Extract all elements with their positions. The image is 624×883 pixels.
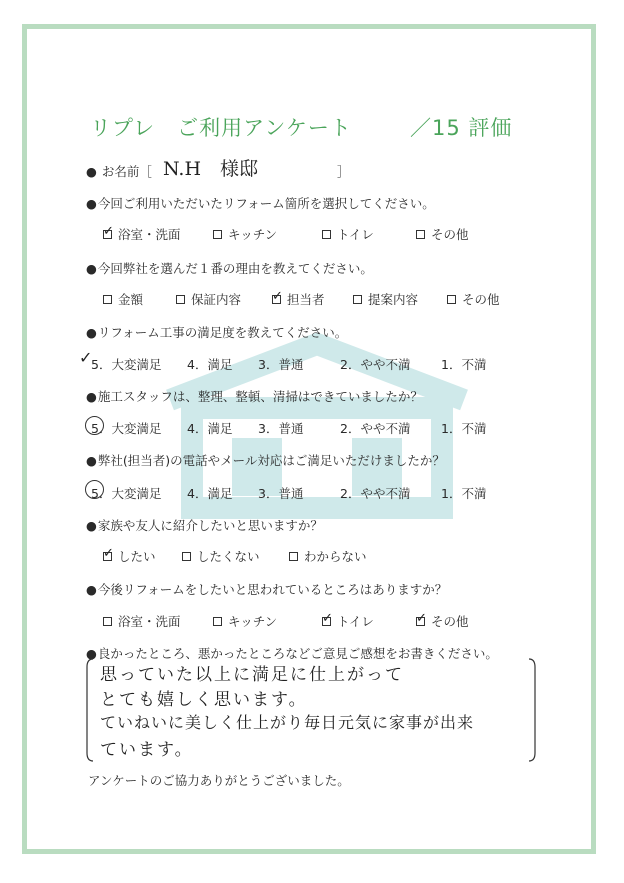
q7-text: 今後リフォームをしたいと思われているところはありますか？ xyxy=(97,582,448,597)
comment-line-2: とても嬉しく思います。 xyxy=(100,690,308,710)
q3-scale-4[interactable]: 4．満足 xyxy=(187,357,233,372)
comment-line-4: ています。 xyxy=(100,740,194,760)
q6-option-yes[interactable]: ✓したい xyxy=(103,547,156,565)
q1-option-toilet[interactable]: トイレ xyxy=(322,225,374,243)
checkbox-icon[interactable] xyxy=(213,617,222,626)
q2-option-proposal[interactable]: 提案内容 xyxy=(353,290,418,308)
q7-option-kitchen[interactable]: キッチン xyxy=(213,612,277,630)
checkbox-icon[interactable] xyxy=(353,295,362,304)
q5-question xyxy=(86,451,445,469)
checkbox-checked-icon[interactable] xyxy=(103,230,112,239)
comment-line-3: ていねいに美しく仕上がり毎日元気に家事が出来 xyxy=(100,713,475,732)
checkbox-icon[interactable] xyxy=(289,552,298,561)
q3-scale-1[interactable]: 1．不満 xyxy=(441,357,487,372)
q7-option-bath[interactable]: 浴室・洗面 xyxy=(103,612,181,630)
q4-scale-3[interactable]: 3．普通 xyxy=(258,421,304,436)
q2-option-warranty[interactable]: 保証内容 xyxy=(176,290,241,308)
checkbox-checked-icon[interactable] xyxy=(103,552,112,561)
name-label: お名前［ xyxy=(101,164,152,179)
q4-scale-5[interactable]: 5．大変満足 xyxy=(91,421,162,436)
checkbox-icon[interactable] xyxy=(447,295,456,304)
q3-scale-5[interactable]: 5．大変満足 xyxy=(91,357,162,372)
q1-option-bath[interactable]: ✓浴室・洗面 xyxy=(103,225,181,243)
q4-scale-1[interactable]: 1．不満 xyxy=(441,421,487,436)
q6-question xyxy=(86,516,323,534)
q7-option-toilet[interactable]: ✓ トイレ xyxy=(322,612,374,630)
q2-option-price[interactable]: 金額 xyxy=(103,290,143,308)
q1-option-kitchen[interactable]: キッチン xyxy=(213,225,277,243)
comment-line-1: 思っていた以上に満足に仕上がって xyxy=(100,665,404,685)
q1-option-other[interactable]: その他 xyxy=(416,225,469,243)
q2-option-staff[interactable]: ✓ 担当者 xyxy=(272,290,325,308)
q6-option-no[interactable]: したくない xyxy=(182,547,260,565)
q4-scale-2[interactable]: 2．やや不満 xyxy=(340,421,411,436)
name-row xyxy=(86,162,152,180)
q5-scale-2[interactable]: 2．やや不満 xyxy=(340,486,411,501)
q5-scale-5[interactable]: 5．大変満足 xyxy=(91,486,162,501)
q8-text: 良かったところ、悪かったところなどご意見ご感想をお書きください。 xyxy=(97,646,498,661)
q7-option-other[interactable]: ✓ その他 xyxy=(416,612,469,630)
q2-option-other[interactable]: その他 xyxy=(447,290,500,308)
q4-question xyxy=(86,387,423,405)
q3-question xyxy=(86,323,347,341)
checkbox-icon[interactable] xyxy=(176,295,185,304)
name-value: N.H 様邸 xyxy=(163,158,259,180)
title-text: リプレ ご利用アンケート xyxy=(90,116,352,140)
q3-check-mark-icon: ✓ xyxy=(79,348,93,367)
q5-scale-4[interactable]: 4．満足 xyxy=(187,486,233,501)
checkbox-icon[interactable] xyxy=(103,295,112,304)
checkbox-icon[interactable] xyxy=(416,230,425,239)
q6-text: 家族や友人に紹介したいと思いますか？ xyxy=(97,518,323,533)
q5-text: 弊社(担当者)の電話やメール対応はご満足いただけましたか？ xyxy=(97,453,445,468)
survey-title xyxy=(90,112,513,142)
q4-text: 施工スタッフは、整理、整頓、清掃はできていましたか？ xyxy=(97,389,423,404)
q1-text: 今回ご利用いただいたリフォーム箇所を選択してください。 xyxy=(97,196,435,211)
checkbox-icon[interactable] xyxy=(213,230,222,239)
checkbox-checked-icon[interactable] xyxy=(272,295,281,304)
q7-question xyxy=(86,580,447,598)
checkbox-checked-icon[interactable] xyxy=(416,617,425,626)
checkbox-icon[interactable] xyxy=(322,230,331,239)
q4-scale-4[interactable]: 4．満足 xyxy=(187,421,233,436)
score-label: ／15 評価 xyxy=(410,116,513,140)
q3-scale-2[interactable]: 2．やや不満 xyxy=(340,357,411,372)
q5-scale-3[interactable]: 3．普通 xyxy=(258,486,304,501)
checkbox-icon[interactable] xyxy=(182,552,191,561)
q1-question xyxy=(86,194,435,212)
q2-question xyxy=(86,259,373,277)
q3-scale-3[interactable]: 3．普通 xyxy=(258,357,304,372)
name-bracket-close: ］ xyxy=(337,164,350,179)
q6-option-unsure[interactable]: わからない xyxy=(289,547,367,565)
checkbox-checked-icon[interactable] xyxy=(322,617,331,626)
q3-text: リフォーム工事の満足度を教えてください。 xyxy=(97,325,348,340)
footer-thanks: アンケートのご協力ありがとうございました。 xyxy=(88,773,350,788)
q2-text: 今回弊社を選んだ１番の理由を教えてください。 xyxy=(97,261,373,276)
q5-scale-1[interactable]: 1．不満 xyxy=(441,486,487,501)
checkbox-icon[interactable] xyxy=(103,617,112,626)
